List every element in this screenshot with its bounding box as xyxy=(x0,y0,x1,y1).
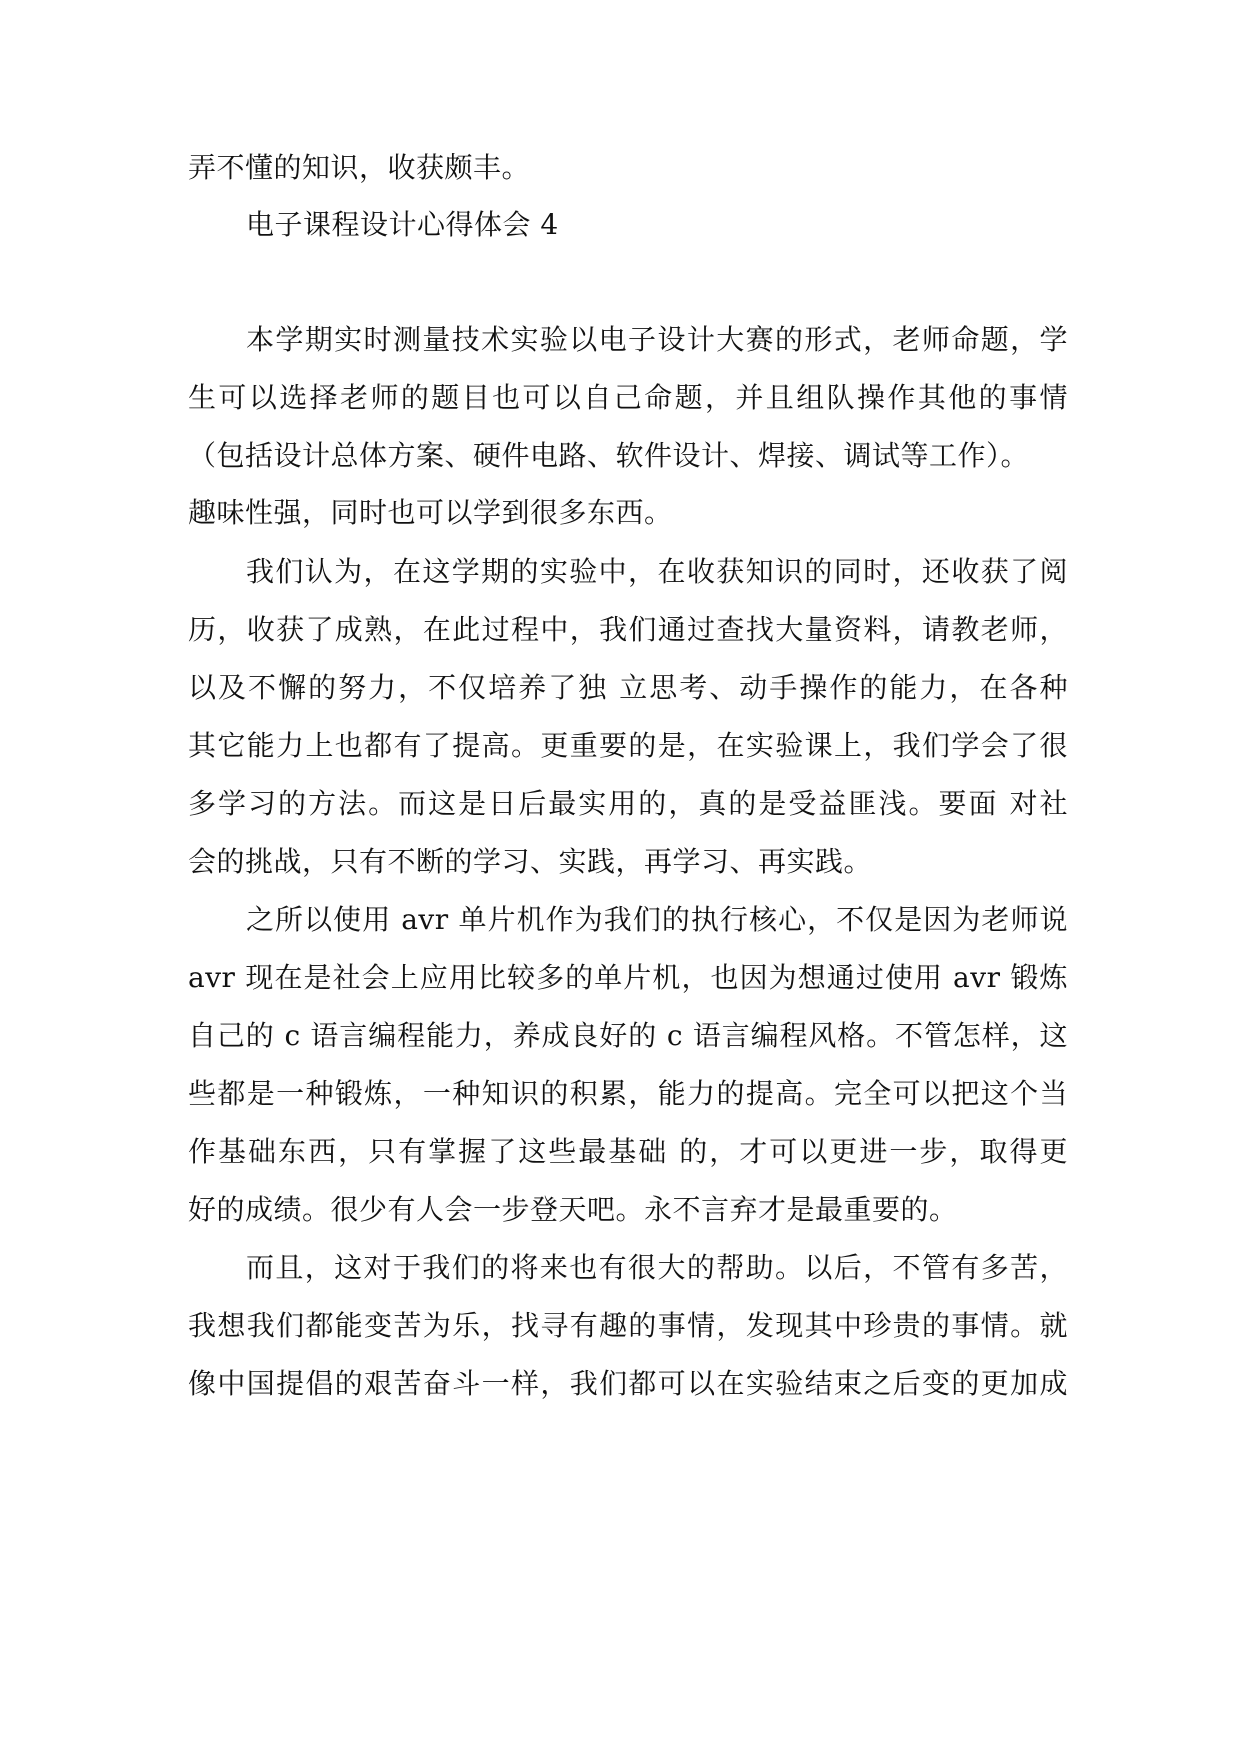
paragraph-1-line-1: 本学期实时测量技术实验以电子设计大赛的形式，老师命题，学 xyxy=(246,323,1068,356)
paragraph-4-line-3: 像中国提倡的艰苦奋斗一样，我们都可以在实验结束之后变的更加成 xyxy=(188,1367,1068,1400)
paragraph-3-line-2: avr 现在是社会上应用比较多的单片机，也因为想通过使用 avr 锻炼 xyxy=(188,961,1068,994)
paragraph-2-line-2: 历，收获了成熟，在此过程中，我们通过查找大量资料，请教老师， xyxy=(188,613,1068,646)
paragraph-2-line-6: 会的挑战，只有不断的学习、实践，再学习、再实践。 xyxy=(188,845,873,878)
section-title: 电子课程设计心得体会 4 xyxy=(246,208,559,241)
paragraph-1-line-2: 生可以选择老师的题目也可以自己命题，并且组队操作其他的事情 xyxy=(188,381,1068,414)
paragraph-3-line-6: 好的成绩。很少有人会一步登天吧。永不言弃才是最重要的。 xyxy=(188,1193,958,1226)
paragraph-2-line-4: 其它能力上也都有了提高。更重要的是，在实验课上，我们学会了很 xyxy=(188,729,1068,762)
paragraph-2-line-1: 我们认为，在这学期的实验中，在收获知识的同时，还收获了阅 xyxy=(246,555,1068,588)
paragraph-4-line-1: 而且，这对于我们的将来也有很大的帮助。以后，不管有多苦， xyxy=(246,1251,1068,1284)
paragraph-3-line-1: 之所以使用 avr 单片机作为我们的执行核心，不仅是因为老师说 xyxy=(246,903,1068,936)
paragraph-1-line-3: （包括设计总体方案、硬件电路、软件设计、焊接、调试等工作）。 xyxy=(188,439,1030,472)
paragraph-2-line-3: 以及不懈的努力，不仅培养了独 立思考、动手操作的能力，在各种 xyxy=(188,671,1068,704)
paragraph-4-line-2: 我想我们都能变苦为乐，找寻有趣的事情，发现其中珍贵的事情。就 xyxy=(188,1309,1068,1342)
paragraph-3-line-3: 自己的 c 语言编程能力，养成良好的 c 语言编程风格。不管怎样，这 xyxy=(188,1019,1068,1052)
paragraph-1-line-4: 趣味性强，同时也可以学到很多东西。 xyxy=(188,496,673,529)
carry-over-line: 弄不懂的知识，收获颇丰。 xyxy=(188,151,531,184)
paragraph-3-line-4: 些都是一种锻炼，一种知识的积累，能力的提高。完全可以把这个当 xyxy=(188,1077,1068,1110)
paragraph-2-line-5: 多学习的方法。而这是日后最实用的，真的是受益匪浅。要面 对社 xyxy=(188,787,1068,820)
paragraph-3-line-5: 作基础东西，只有掌握了这些最基础 的，才可以更进一步，取得更 xyxy=(188,1135,1068,1168)
